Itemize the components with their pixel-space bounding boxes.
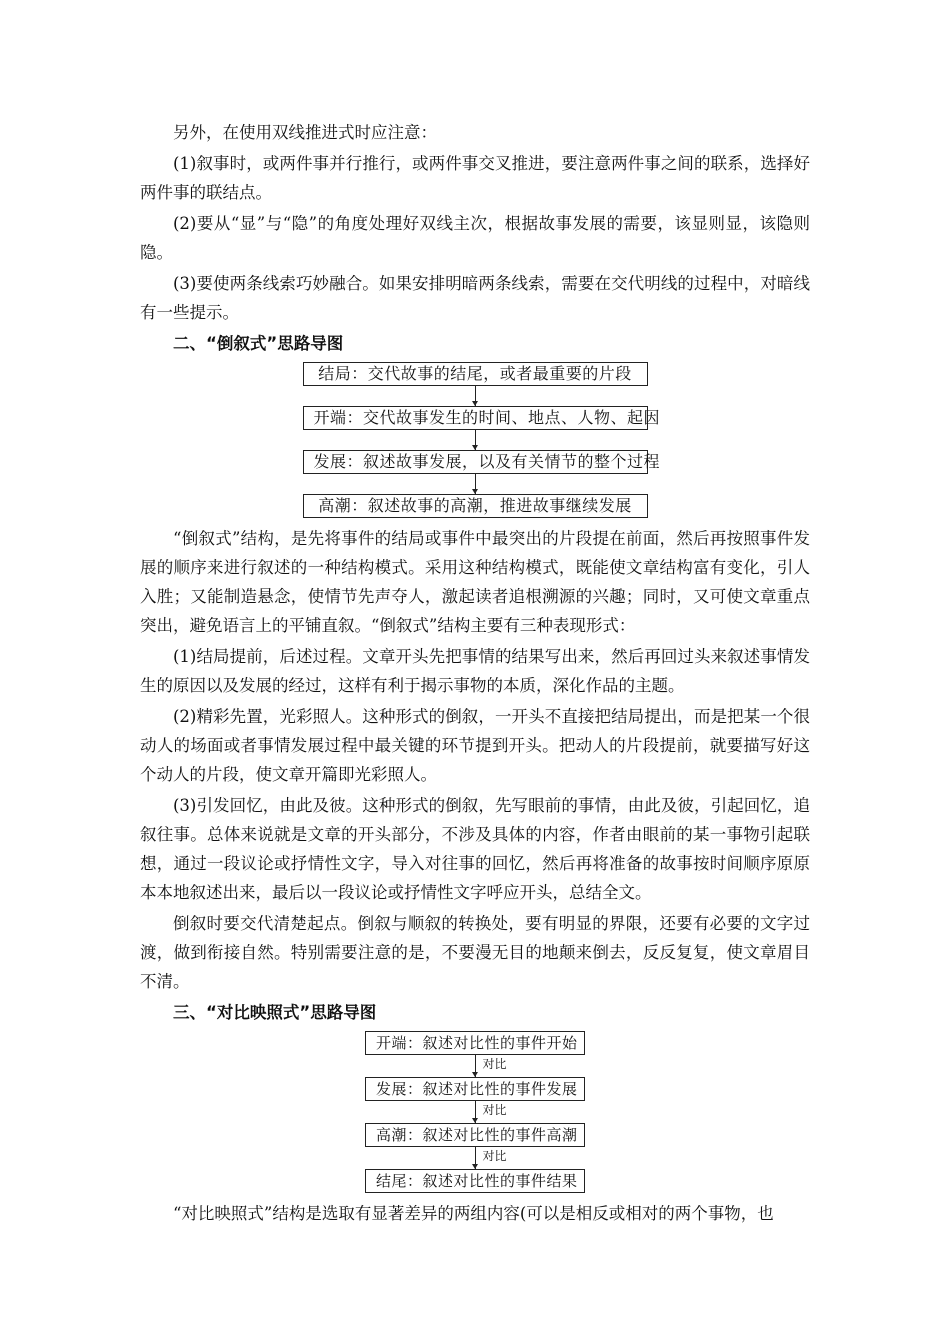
note-paragraph-1: (1)叙事时，或两件事并行推行，或两件事交叉推进，要注意两件事之间的联系，选择好两件事的联结点。 [140,154,810,202]
document-page [140,118,810,1230]
note-paragraph-2: (2)要从“显”与“隐”的角度处理好双线主次，根据故事发展的需要，该显则显，该隐则隐。 [140,214,810,262]
flow-arrow-icon [475,386,476,406]
flashback-flowchart [140,362,810,518]
flow-arrow-icon [475,430,476,450]
flow-box-beginning: 开端：交代故事发生的时间、地点、人物、起因 [303,406,648,430]
flow-box-development: 发展：叙述故事发展，以及有关情节的整个过程 [303,450,648,474]
section-heading-contrast: 三、“对比映照式”思路导图 [173,1003,377,1022]
flashback-paragraph-2: (1)结局提前，后述过程。文章开头先把事情的结果写出来，然后再回过头来叙述事情发生的原因以及发展的经过，这样有利于揭示事物的本质，深化作品的主题。 [140,647,810,695]
intro-paragraph: 另外，在使用双线推进式时应注意： [173,123,437,142]
flow-box-climax: 高潮：叙述故事的高潮，推进故事继续发展 [303,494,648,518]
flow-arrow-icon [475,474,476,494]
flow-arrow-icon [475,1055,507,1077]
arrow-label: 对比 [482,1057,507,1071]
contrast-box-development: 发展：叙述对比性的事件发展 [365,1077,585,1101]
flow-box-ending: 结局：交代故事的结尾，或者最重要的片段 [303,362,648,386]
flashback-paragraph-5: 倒叙时要交代清楚起点。倒叙与顺叙的转换处，要有明显的界限，还要有必要的文字过渡，做到衔接自然。特别需要注意的是，不要漫无目的地颠来倒去，反反复复，使文章眉目不清。 [140,914,810,991]
section-heading-flashback: 二、“倒叙式”思路导图 [173,334,344,353]
contrast-paragraph: “对比映照式”结构是选取有显著差异的两组内容(可以是相反或相对的两个事物，也 [173,1204,774,1223]
contrast-box-climax: 高潮：叙述对比性的事件高潮 [365,1123,585,1147]
flow-arrow-icon [475,1101,507,1123]
flashback-paragraph-4: (3)引发回忆，由此及彼。这种形式的倒叙，先写眼前的事情，由此及彼，引起回忆，追叙往事。总体来说就是文章的开头部分，不涉及具体的内容，作者由眼前的某一事物引起联想，通过一段议论或抒情性文字，导入对往事的回忆，然后再将准备的故事按时间顺序原原本本地叙述出来，最后以一段议论或抒情性文字呼应开头，总结全文。 [140,796,810,902]
arrow-label: 对比 [482,1149,507,1163]
contrast-flowchart [140,1031,810,1193]
flashback-paragraph-1: “倒叙式”结构，是先将事件的结局或事件中最突出的片段提在前面，然后再按照事件发展的顺序来进行叙述的一种结构模式。采用这种结构模式，既能使文章结构富有变化，引人入胜；又能制造悬念，使情节先声夺人，激起读者追根溯源的兴趣；同时，又可使文章重点突出，避免语言上的平铺直叙。“倒叙式”结构主要有三种表现形式： [140,529,810,635]
contrast-box-ending: 结尾：叙述对比性的事件结果 [365,1169,585,1193]
flow-arrow-icon [475,1147,507,1169]
arrow-label: 对比 [482,1103,507,1117]
contrast-box-beginning: 开端：叙述对比性的事件开始 [365,1031,585,1055]
flashback-paragraph-3: (2)精彩先置，光彩照人。这种形式的倒叙，一开头不直接把结局提出，而是把某一个很动人的场面或者事情发展过程中最关键的环节提到开头。把动人的片段提前，就要描写好这个动人的片段，使文章开篇即光彩照人。 [140,707,810,784]
note-paragraph-3: (3)要使两条线索巧妙融合。如果安排明暗两条线索，需要在交代明线的过程中，对暗线有一些提示。 [140,274,810,322]
